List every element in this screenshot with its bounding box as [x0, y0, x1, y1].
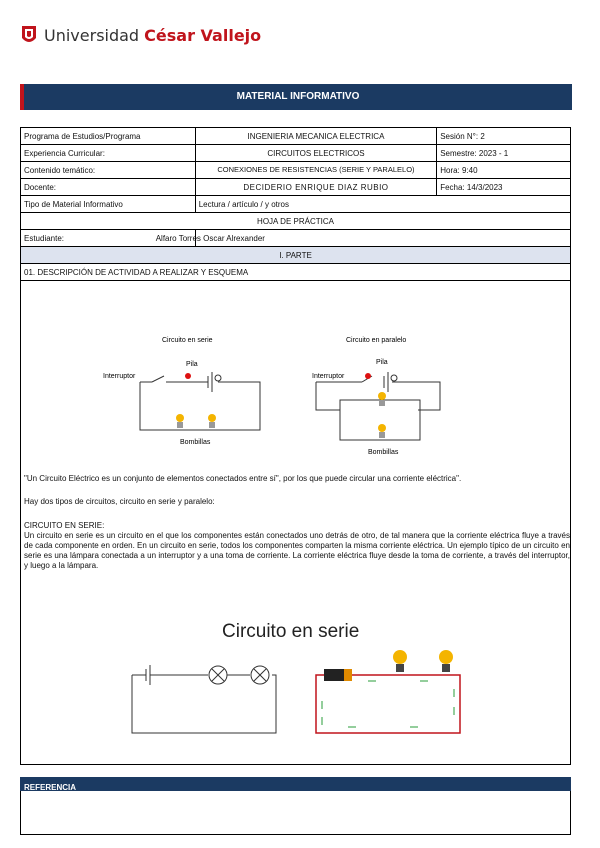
contenido-value: CONEXIONES DE RESISTENCIAS (SERIE Y PARALELO)	[195, 162, 437, 179]
quote-paragraph: "Un Circuito Eléctrico es un conjunto de elementos conectados entre sí", por los que puede circular una corriente eléctrica".	[24, 474, 462, 483]
battery-left-icon	[185, 373, 191, 379]
docente-label: Docente:	[21, 179, 196, 196]
programa-value: INGENIERIA MECANICA ELECTRICA	[195, 128, 437, 145]
course-info-table	[20, 127, 571, 281]
fecha-value: Fecha: 14/3/2023	[437, 179, 571, 196]
tipo-label: Tipo de Material Informativo	[21, 196, 196, 213]
bombillas-right-label: Bombillas	[368, 449, 399, 456]
battery-right-icon	[365, 373, 371, 379]
bulb-icon	[176, 414, 216, 428]
hoja-heading: HOJA DE PRÁCTICA	[21, 213, 571, 230]
title-banner	[20, 84, 572, 110]
bulb-icon	[378, 392, 386, 438]
paralelo-diagram-title: Circuito en paralelo	[346, 337, 407, 344]
paralelo-circuit	[316, 372, 440, 440]
serie-circuit	[140, 372, 260, 430]
colored-circuit	[316, 675, 460, 733]
experiencia-label: Experiencia Curricular:	[21, 145, 196, 162]
actividad-heading: 01. DESCRIPCIÓN DE ACTIVIDAD A REALIZAR Y ESQUEMA	[21, 264, 571, 281]
serie-diagram-title: Circuito en serie	[162, 337, 213, 344]
interruptor-left-label: Interruptor	[103, 373, 136, 380]
hora-value: Hora: 9:40	[437, 162, 571, 179]
reference-box	[20, 791, 571, 835]
university-emblem-icon	[20, 24, 38, 46]
circuit-diagram-figure	[100, 330, 460, 460]
reference-label: REFERENCIA	[24, 783, 77, 792]
sesion-value: Sesión N°: 2	[437, 128, 571, 145]
page-title: MATERIAL INFORMATIVO	[236, 91, 360, 102]
parte-heading: I. PARTE	[21, 247, 571, 264]
docente-value: DECIDERIO ENRIQUE DIAZ RUBIO	[195, 179, 437, 196]
serie-paragraph: Un circuito en serie es un circuito en el que los componentes están conectados uno detrás de otro, de tal manera que la corriente eléctrica fluye a través de cada componente en orden. En un circuito en serie, todos los componentes comparten la misma corriente eléctrica. Un ejemplo típico de un circuito en serie es una lámpara conectada a un interruptor y a una toma de corriente. La corriente eléctrica fluye desde la toma de corriente, a través del interruptor, y luego a la lámpara.	[24, 531, 570, 570]
pila-left-label: Pila	[186, 361, 198, 368]
semestre-value: Semestre: 2023 - 1	[437, 145, 571, 162]
bombillas-left-label: Bombillas	[180, 439, 211, 446]
bulb-icon	[393, 650, 407, 664]
tipos-paragraph: Hay dos tipos de circuitos, circuito en serie y paralelo:	[24, 497, 215, 506]
tipo-value: Lectura / artículo / y otros	[195, 196, 570, 213]
reference-bar	[20, 777, 571, 791]
serie-circuit-illustration	[120, 645, 470, 735]
estudiante-label: Estudiante:	[21, 230, 196, 247]
pila-right-label: Pila	[376, 359, 388, 366]
bulb-icon	[439, 650, 453, 664]
interruptor-right-label: Interruptor	[312, 373, 345, 380]
university-name: Universidad César Vallejo	[44, 25, 262, 45]
serie-heading: CIRCUITO EN SERIE:	[24, 521, 105, 530]
university-logo	[20, 24, 261, 46]
programa-label: Programa de Estudios/Programa	[21, 128, 196, 145]
estudiante-value: Alfaro Torres Oscar Alrexander	[195, 230, 570, 247]
contenido-label: Contenido temático:	[21, 162, 196, 179]
experiencia-value: CIRCUITOS ELECTRICOS	[195, 145, 437, 162]
serie-figure-title: Circuito en serie	[222, 621, 360, 642]
